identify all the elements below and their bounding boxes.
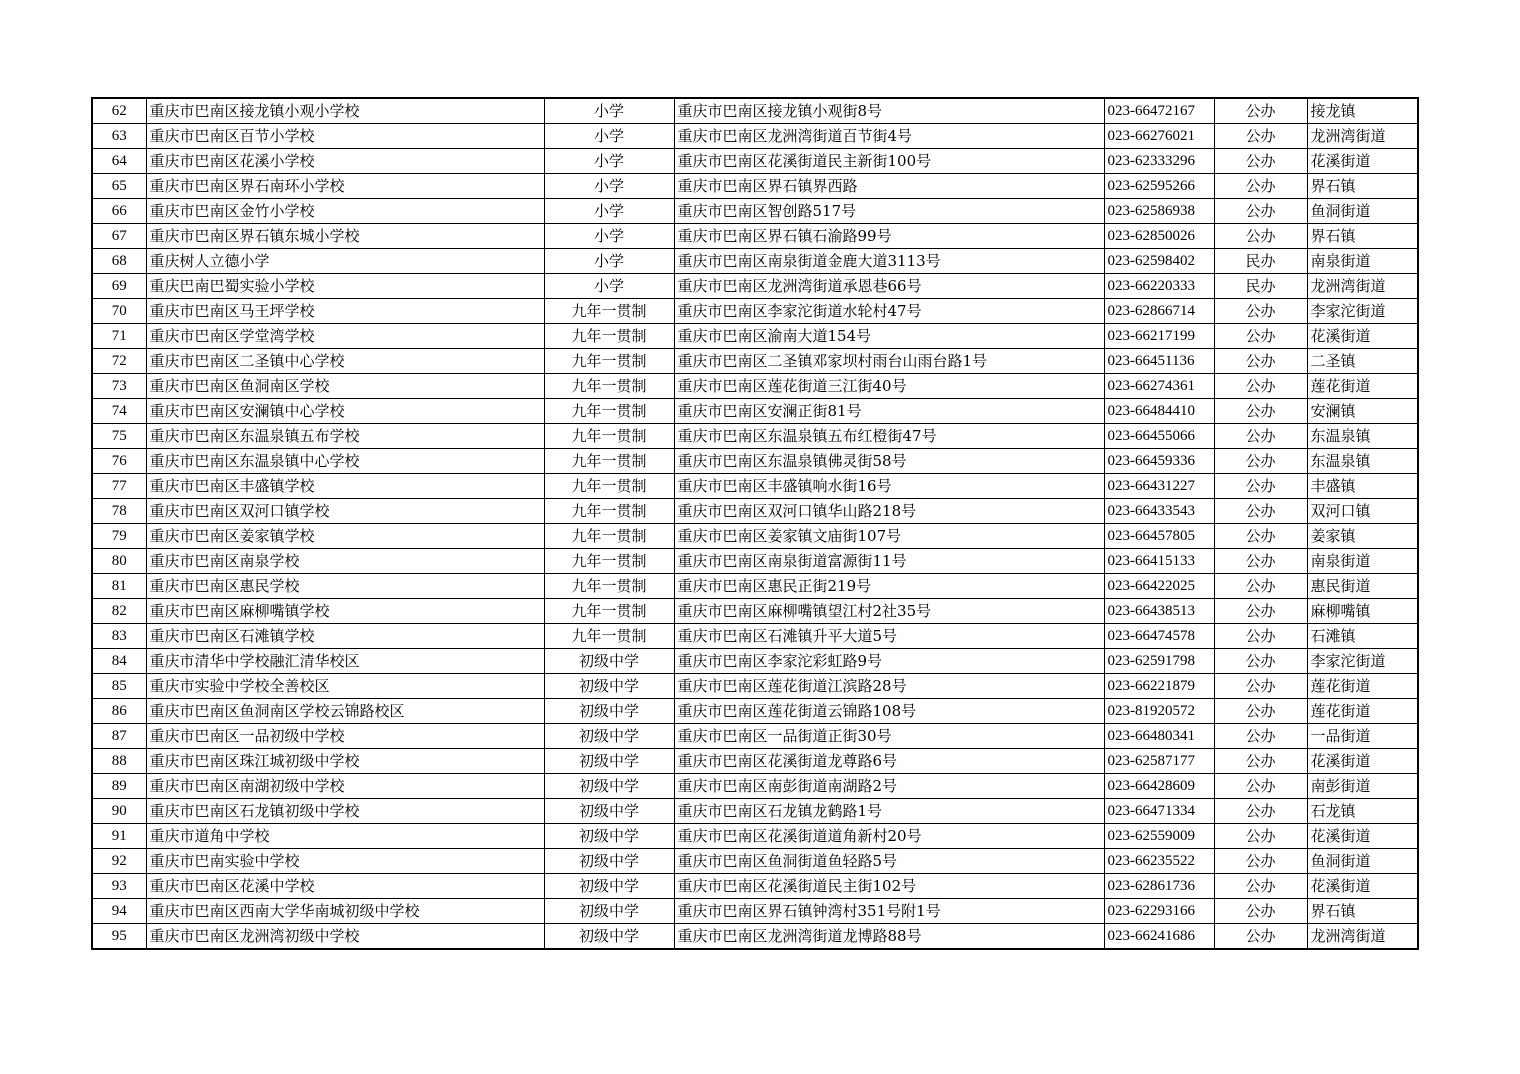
school-address: 重庆市巴南区安澜正街81号: [674, 399, 1104, 424]
table-row: [92, 98, 1418, 124]
table-row: [92, 224, 1418, 249]
table-row: [92, 524, 1418, 549]
table-row: [92, 624, 1418, 649]
table-row: [92, 399, 1418, 424]
table-row: [92, 924, 1418, 950]
school-address: 重庆市巴南区莲花街道三江街40号: [674, 374, 1104, 399]
school-type: 初级中学: [544, 674, 674, 699]
school-phone: 023-62587177: [1104, 749, 1214, 774]
school-phone: 023-62595266: [1104, 174, 1214, 199]
school-phone: 023-66415133: [1104, 549, 1214, 574]
school-address: 重庆市巴南区界石镇界西路: [674, 174, 1104, 199]
school-address: 重庆市巴南区东温泉镇佛灵街58号: [674, 449, 1104, 474]
school-name: 重庆市巴南区石滩镇学校: [146, 624, 544, 649]
row-number: 76: [92, 449, 146, 474]
school-phone: 023-66422025: [1104, 574, 1214, 599]
school-address: 重庆市巴南区花溪街道民主街102号: [674, 874, 1104, 899]
school-ownership: 公办: [1214, 424, 1307, 449]
school-phone: 023-66221879: [1104, 674, 1214, 699]
row-number: 67: [92, 224, 146, 249]
school-name: 重庆市巴南区学堂湾学校: [146, 324, 544, 349]
table-row: [92, 424, 1418, 449]
school-address: 重庆市巴南区李家沱街道水轮村47号: [674, 299, 1104, 324]
school-phone: 023-62598402: [1104, 249, 1214, 274]
table-row: [92, 474, 1418, 499]
school-ownership: 公办: [1214, 374, 1307, 399]
school-phone: 023-66472167: [1104, 98, 1214, 124]
school-name: 重庆市巴南区南湖初级中学校: [146, 774, 544, 799]
school-phone: 023-66438513: [1104, 599, 1214, 624]
school-ownership: 公办: [1214, 824, 1307, 849]
row-number: 62: [92, 98, 146, 124]
school-area: 南泉街道: [1307, 249, 1418, 274]
school-type: 初级中学: [544, 749, 674, 774]
school-type: 九年一贯制: [544, 424, 674, 449]
school-ownership: 公办: [1214, 499, 1307, 524]
school-area: 南彭街道: [1307, 774, 1418, 799]
school-name: 重庆市巴南区东温泉镇中心学校: [146, 449, 544, 474]
school-area: 惠民街道: [1307, 574, 1418, 599]
row-number: 83: [92, 624, 146, 649]
school-type: 小学: [544, 98, 674, 124]
school-area: 界石镇: [1307, 224, 1418, 249]
table-row: [92, 674, 1418, 699]
row-number: 91: [92, 824, 146, 849]
school-name: 重庆市巴南区安澜镇中心学校: [146, 399, 544, 424]
school-phone: 023-62333296: [1104, 149, 1214, 174]
table-row: [92, 349, 1418, 374]
school-ownership: 民办: [1214, 274, 1307, 299]
school-phone: 023-66484410: [1104, 399, 1214, 424]
school-address: 重庆市巴南区石滩镇升平大道5号: [674, 624, 1104, 649]
school-name: 重庆市巴南区鱼洞南区学校: [146, 374, 544, 399]
school-type: 初级中学: [544, 774, 674, 799]
school-name: 重庆树人立德小学: [146, 249, 544, 274]
row-number: 72: [92, 349, 146, 374]
table-row: [92, 649, 1418, 674]
school-area: 鱼洞街道: [1307, 199, 1418, 224]
school-phone: 023-66474578: [1104, 624, 1214, 649]
school-type: 小学: [544, 174, 674, 199]
school-address: 重庆市巴南区一品街道正街30号: [674, 724, 1104, 749]
school-ownership: 公办: [1214, 599, 1307, 624]
school-phone: 023-66451136: [1104, 349, 1214, 374]
row-number: 86: [92, 699, 146, 724]
school-area: 东温泉镇: [1307, 449, 1418, 474]
school-address: 重庆市巴南区龙洲湾街道承恩巷66号: [674, 274, 1104, 299]
school-type: 小学: [544, 274, 674, 299]
school-name: 重庆市巴南区石龙镇初级中学校: [146, 799, 544, 824]
school-address: 重庆市巴南区龙洲湾街道百节街4号: [674, 124, 1104, 149]
school-area: 莲花街道: [1307, 699, 1418, 724]
school-name: 重庆市巴南区二圣镇中心学校: [146, 349, 544, 374]
school-ownership: 公办: [1214, 849, 1307, 874]
row-number: 87: [92, 724, 146, 749]
school-type: 初级中学: [544, 874, 674, 899]
school-area: 界石镇: [1307, 899, 1418, 924]
school-type: 小学: [544, 149, 674, 174]
school-phone: 023-66433543: [1104, 499, 1214, 524]
school-phone: 023-81920572: [1104, 699, 1214, 724]
school-name: 重庆市巴南区东温泉镇五布学校: [146, 424, 544, 449]
table-row: [92, 574, 1418, 599]
table-row: [92, 249, 1418, 274]
school-ownership: 公办: [1214, 349, 1307, 374]
row-number: 81: [92, 574, 146, 599]
row-number: 74: [92, 399, 146, 424]
school-area: 南泉街道: [1307, 549, 1418, 574]
school-address: 重庆市巴南区智创路517号: [674, 199, 1104, 224]
row-number: 89: [92, 774, 146, 799]
school-area: 姜家镇: [1307, 524, 1418, 549]
school-name: 重庆市巴南区界石南环小学校: [146, 174, 544, 199]
school-ownership: 公办: [1214, 174, 1307, 199]
school-area: 东温泉镇: [1307, 424, 1418, 449]
school-phone: 023-62559009: [1104, 824, 1214, 849]
row-number: 80: [92, 549, 146, 574]
school-type: 初级中学: [544, 924, 674, 950]
row-number: 66: [92, 199, 146, 224]
school-ownership: 公办: [1214, 674, 1307, 699]
school-type: 九年一贯制: [544, 599, 674, 624]
row-number: 77: [92, 474, 146, 499]
school-area: 二圣镇: [1307, 349, 1418, 374]
row-number: 78: [92, 499, 146, 524]
school-area: 花溪街道: [1307, 749, 1418, 774]
table-row: [92, 774, 1418, 799]
school-ownership: 公办: [1214, 299, 1307, 324]
school-ownership: 公办: [1214, 149, 1307, 174]
school-list-table: [91, 97, 1419, 950]
school-area: 安澜镇: [1307, 399, 1418, 424]
table-row: [92, 374, 1418, 399]
school-name: 重庆市巴南区花溪中学校: [146, 874, 544, 899]
school-ownership: 公办: [1214, 874, 1307, 899]
school-type: 初级中学: [544, 849, 674, 874]
school-area: 麻柳嘴镇: [1307, 599, 1418, 624]
school-phone: 023-66431227: [1104, 474, 1214, 499]
table-row: [92, 274, 1418, 299]
school-address: 重庆市巴南区莲花街道江滨路28号: [674, 674, 1104, 699]
school-type: 九年一贯制: [544, 374, 674, 399]
school-ownership: 公办: [1214, 98, 1307, 124]
school-address: 重庆市巴南区花溪街道民主新街100号: [674, 149, 1104, 174]
school-area: 石滩镇: [1307, 624, 1418, 649]
school-address: 重庆市巴南区接龙镇小观街8号: [674, 98, 1104, 124]
school-type: 九年一贯制: [544, 499, 674, 524]
table-row: [92, 699, 1418, 724]
school-name: 重庆市巴南区丰盛镇学校: [146, 474, 544, 499]
school-ownership: 公办: [1214, 624, 1307, 649]
table-row: [92, 499, 1418, 524]
school-type: 九年一贯制: [544, 574, 674, 599]
table-row: [92, 824, 1418, 849]
school-address: 重庆市巴南区花溪街道龙尊路6号: [674, 749, 1104, 774]
row-number: 71: [92, 324, 146, 349]
school-area: 石龙镇: [1307, 799, 1418, 824]
row-number: 79: [92, 524, 146, 549]
school-address: 重庆市巴南区南彭街道南湖路2号: [674, 774, 1104, 799]
school-name: 重庆市巴南实验中学校: [146, 849, 544, 874]
row-number: 94: [92, 899, 146, 924]
school-area: 莲花街道: [1307, 674, 1418, 699]
school-phone: 023-66276021: [1104, 124, 1214, 149]
school-address: 重庆市巴南区花溪街道道角新村20号: [674, 824, 1104, 849]
school-type: 九年一贯制: [544, 349, 674, 374]
school-address: 重庆市巴南区双河口镇华山路218号: [674, 499, 1104, 524]
school-address: 重庆市巴南区鱼洞街道鱼轻路5号: [674, 849, 1104, 874]
school-phone: 023-66220333: [1104, 274, 1214, 299]
school-type: 小学: [544, 124, 674, 149]
row-number: 88: [92, 749, 146, 774]
school-area: 花溪街道: [1307, 324, 1418, 349]
school-ownership: 公办: [1214, 724, 1307, 749]
school-ownership: 公办: [1214, 224, 1307, 249]
row-number: 93: [92, 874, 146, 899]
school-name: 重庆市巴南区珠江城初级中学校: [146, 749, 544, 774]
school-name: 重庆市巴南区一品初级中学校: [146, 724, 544, 749]
school-type: 初级中学: [544, 724, 674, 749]
row-number: 82: [92, 599, 146, 624]
row-number: 68: [92, 249, 146, 274]
row-number: 75: [92, 424, 146, 449]
school-name: 重庆市巴南区百节小学校: [146, 124, 544, 149]
school-phone: 023-62861736: [1104, 874, 1214, 899]
school-area: 李家沱街道: [1307, 299, 1418, 324]
school-type: 九年一贯制: [544, 524, 674, 549]
school-area: 花溪街道: [1307, 149, 1418, 174]
school-address: 重庆市巴南区龙洲湾街道龙博路88号: [674, 924, 1104, 950]
school-type: 九年一贯制: [544, 449, 674, 474]
school-ownership: 公办: [1214, 524, 1307, 549]
school-address: 重庆市巴南区石龙镇龙鹤路1号: [674, 799, 1104, 824]
row-number: 84: [92, 649, 146, 674]
school-area: 龙洲湾街道: [1307, 124, 1418, 149]
school-ownership: 公办: [1214, 774, 1307, 799]
school-address: 重庆市巴南区南泉街道金鹿大道3113号: [674, 249, 1104, 274]
school-type: 九年一贯制: [544, 549, 674, 574]
school-type: 初级中学: [544, 799, 674, 824]
school-address: 重庆市巴南区姜家镇文庙街107号: [674, 524, 1104, 549]
school-area: 双河口镇: [1307, 499, 1418, 524]
school-ownership: 公办: [1214, 124, 1307, 149]
school-name: 重庆市巴南区龙洲湾初级中学校: [146, 924, 544, 950]
school-type: 小学: [544, 249, 674, 274]
school-address: 重庆市巴南区丰盛镇响水街16号: [674, 474, 1104, 499]
row-number: 70: [92, 299, 146, 324]
school-phone: 023-66455066: [1104, 424, 1214, 449]
school-type: 小学: [544, 224, 674, 249]
school-ownership: 公办: [1214, 324, 1307, 349]
school-phone: 023-62866714: [1104, 299, 1214, 324]
table-row: [92, 874, 1418, 899]
school-phone: 023-66480341: [1104, 724, 1214, 749]
table-row: [92, 174, 1418, 199]
school-address: 重庆市巴南区莲花街道云锦路108号: [674, 699, 1104, 724]
row-number: 92: [92, 849, 146, 874]
table-row: [92, 199, 1418, 224]
school-ownership: 公办: [1214, 799, 1307, 824]
school-area: 接龙镇: [1307, 98, 1418, 124]
school-ownership: 公办: [1214, 574, 1307, 599]
row-number: 69: [92, 274, 146, 299]
school-ownership: 公办: [1214, 474, 1307, 499]
table-row: [92, 599, 1418, 624]
school-type: 初级中学: [544, 824, 674, 849]
school-phone: 023-66241686: [1104, 924, 1214, 950]
school-phone: 023-66457805: [1104, 524, 1214, 549]
school-ownership: 公办: [1214, 749, 1307, 774]
school-name: 重庆市巴南区金竹小学校: [146, 199, 544, 224]
school-phone: 023-62591798: [1104, 649, 1214, 674]
school-ownership: 公办: [1214, 199, 1307, 224]
school-ownership: 公办: [1214, 924, 1307, 950]
school-name: 重庆巴南巴蜀实验小学校: [146, 274, 544, 299]
table-row: [92, 149, 1418, 174]
school-area: 花溪街道: [1307, 874, 1418, 899]
school-name: 重庆市巴南区西南大学华南城初级中学校: [146, 899, 544, 924]
row-number: 85: [92, 674, 146, 699]
row-number: 65: [92, 174, 146, 199]
row-number: 64: [92, 149, 146, 174]
school-phone: 023-66274361: [1104, 374, 1214, 399]
school-area: 龙洲湾街道: [1307, 274, 1418, 299]
row-number: 95: [92, 924, 146, 950]
school-ownership: 公办: [1214, 649, 1307, 674]
school-type: 九年一贯制: [544, 299, 674, 324]
school-type: 九年一贯制: [544, 399, 674, 424]
school-area: 丰盛镇: [1307, 474, 1418, 499]
school-ownership: 公办: [1214, 699, 1307, 724]
school-name: 重庆市巴南区南泉学校: [146, 549, 544, 574]
school-address: 重庆市巴南区界石镇石渝路99号: [674, 224, 1104, 249]
school-ownership: 公办: [1214, 449, 1307, 474]
school-type: 初级中学: [544, 899, 674, 924]
school-ownership: 公办: [1214, 549, 1307, 574]
school-area: 鱼洞街道: [1307, 849, 1418, 874]
school-name: 重庆市巴南区姜家镇学校: [146, 524, 544, 549]
school-phone: 023-66471334: [1104, 799, 1214, 824]
school-name: 重庆市清华中学校融汇清华校区: [146, 649, 544, 674]
school-phone: 023-62293166: [1104, 899, 1214, 924]
school-name: 重庆市巴南区界石镇东城小学校: [146, 224, 544, 249]
school-phone: 023-66217199: [1104, 324, 1214, 349]
school-name: 重庆市巴南区双河口镇学校: [146, 499, 544, 524]
table-row: [92, 849, 1418, 874]
school-address: 重庆市巴南区麻柳嘴镇望江村2社35号: [674, 599, 1104, 624]
school-area: 龙洲湾街道: [1307, 924, 1418, 950]
school-name: 重庆市巴南区鱼洞南区学校云锦路校区: [146, 699, 544, 724]
school-type: 初级中学: [544, 699, 674, 724]
table-row: [92, 724, 1418, 749]
school-name: 重庆市巴南区花溪小学校: [146, 149, 544, 174]
school-address: 重庆市巴南区李家沱彩虹路9号: [674, 649, 1104, 674]
school-address: 重庆市巴南区二圣镇邓家坝村雨台山雨台路1号: [674, 349, 1104, 374]
row-number: 63: [92, 124, 146, 149]
school-address: 重庆市巴南区东温泉镇五布红橙街47号: [674, 424, 1104, 449]
table-body: [92, 98, 1418, 949]
school-name: 重庆市巴南区麻柳嘴镇学校: [146, 599, 544, 624]
table-row: [92, 549, 1418, 574]
table-row: [92, 299, 1418, 324]
school-type: 九年一贯制: [544, 624, 674, 649]
table-row: [92, 449, 1418, 474]
school-area: 界石镇: [1307, 174, 1418, 199]
school-phone: 023-66459336: [1104, 449, 1214, 474]
school-area: 一品街道: [1307, 724, 1418, 749]
school-type: 小学: [544, 199, 674, 224]
school-address: 重庆市巴南区南泉街道富源街11号: [674, 549, 1104, 574]
school-ownership: 公办: [1214, 899, 1307, 924]
school-phone: 023-62586938: [1104, 199, 1214, 224]
table-row: [92, 799, 1418, 824]
school-address: 重庆市巴南区惠民正街219号: [674, 574, 1104, 599]
school-ownership: 民办: [1214, 249, 1307, 274]
school-area: 莲花街道: [1307, 374, 1418, 399]
school-area: 李家沱街道: [1307, 649, 1418, 674]
school-type: 九年一贯制: [544, 324, 674, 349]
school-name: 重庆市巴南区马王坪学校: [146, 299, 544, 324]
school-phone: 023-62850026: [1104, 224, 1214, 249]
school-name: 重庆市巴南区接龙镇小观小学校: [146, 98, 544, 124]
school-area: 花溪街道: [1307, 824, 1418, 849]
school-address: 重庆市巴南区渝南大道154号: [674, 324, 1104, 349]
school-address: 重庆市巴南区界石镇钟湾村351号附1号: [674, 899, 1104, 924]
row-number: 90: [92, 799, 146, 824]
school-name: 重庆市巴南区惠民学校: [146, 574, 544, 599]
school-name: 重庆市道角中学校: [146, 824, 544, 849]
table-row: [92, 324, 1418, 349]
table-row: [92, 124, 1418, 149]
school-name: 重庆市实验中学校全善校区: [146, 674, 544, 699]
school-phone: 023-66428609: [1104, 774, 1214, 799]
row-number: 73: [92, 374, 146, 399]
school-ownership: 公办: [1214, 399, 1307, 424]
school-type: 初级中学: [544, 649, 674, 674]
table-row: [92, 899, 1418, 924]
school-phone: 023-66235522: [1104, 849, 1214, 874]
table-row: [92, 749, 1418, 774]
school-type: 九年一贯制: [544, 474, 674, 499]
